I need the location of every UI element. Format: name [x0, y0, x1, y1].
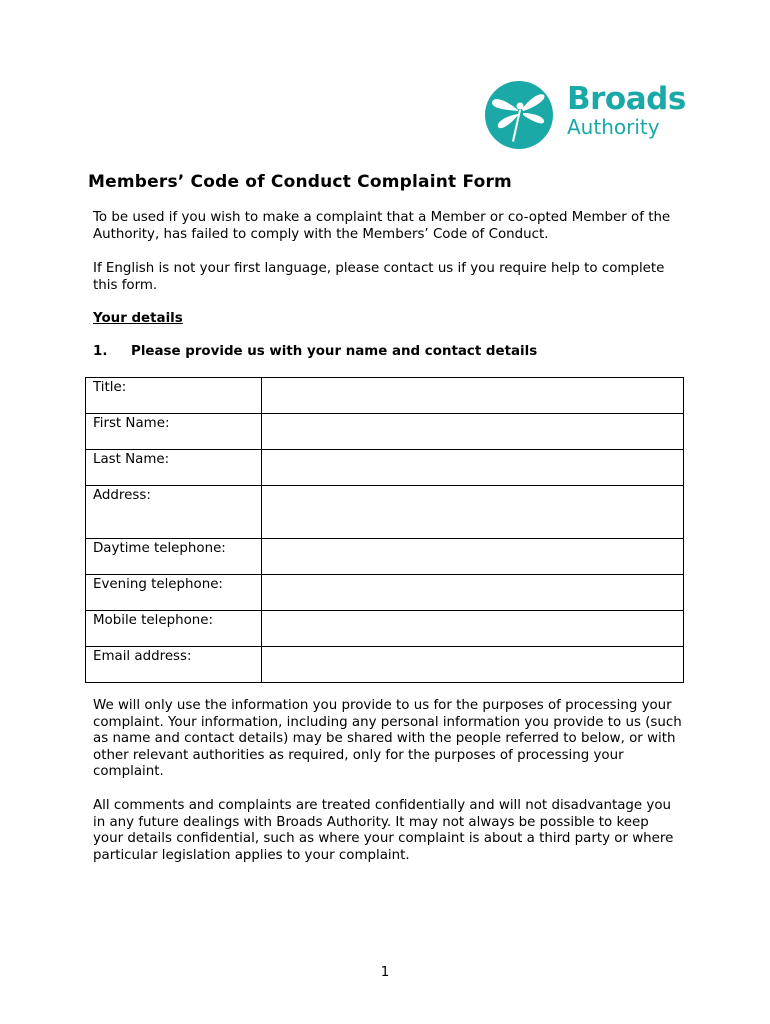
field-label: Email address:: [86, 647, 262, 683]
logo-wordmark: [567, 81, 686, 139]
mobile-telephone-field[interactable]: [262, 611, 684, 647]
email-address-field[interactable]: [262, 647, 684, 683]
language-note: If English is not your first language, please contact us if you require help to complete this form.: [93, 261, 665, 293]
field-label: Daytime telephone:: [86, 539, 262, 575]
last-name-field[interactable]: [262, 450, 684, 486]
section-heading: Your details: [93, 311, 183, 326]
contact-details-table: [85, 377, 684, 683]
question-number: 1.: [93, 344, 108, 359]
table-row: [86, 539, 684, 575]
table-row: [86, 486, 684, 539]
field-label: Evening telephone:: [86, 575, 262, 611]
field-label: Address:: [86, 486, 262, 539]
table-row: [86, 378, 684, 414]
first-name-field[interactable]: [262, 414, 684, 450]
question-text: Please provide us with your name and contact details: [131, 344, 538, 359]
field-label: First Name:: [86, 414, 262, 450]
table-row: [86, 450, 684, 486]
broads-authority-logo: [484, 80, 694, 150]
page-title: Members’ Code of Conduct Complaint Form: [88, 172, 512, 192]
confidentiality-paragraph: All comments and complaints are treated confidentially and will not disadvantage you in any future dealings with Broads Authority. It may not always be possible to keep your details confidential, such as where your complaint is about a third party or where particular legislation applies to your complaint.: [93, 798, 674, 863]
table-row: [86, 414, 684, 450]
evening-telephone-field[interactable]: [262, 575, 684, 611]
privacy-paragraph: We will only use the information you provide to us for the purposes of processing your complaint. Your information, including any personal information you provide to us (such as name and contact details) may be shared with the people referred to below, or with other relevant authorities as required, only for the purposes of processing your complaint.: [93, 698, 682, 779]
title-field[interactable]: [262, 378, 684, 414]
question-heading: [93, 344, 537, 359]
field-label: Title:: [86, 378, 262, 414]
logo-line1: Broads: [567, 81, 686, 117]
intro-paragraph: To be used if you wish to make a complaint that a Member or co-opted Member of the Authority, has failed to comply with the Members’ Code of Conduct.: [93, 210, 671, 242]
logo-line2: Authority: [567, 115, 660, 139]
address-field[interactable]: [262, 486, 684, 539]
table-row: [86, 647, 684, 683]
field-label: Last Name:: [86, 450, 262, 486]
table-row: [86, 611, 684, 647]
daytime-telephone-field[interactable]: [262, 539, 684, 575]
table-row: [86, 575, 684, 611]
page-number: 1: [380, 965, 390, 980]
field-label: Mobile telephone:: [86, 611, 262, 647]
dragonfly-icon: [484, 80, 556, 152]
